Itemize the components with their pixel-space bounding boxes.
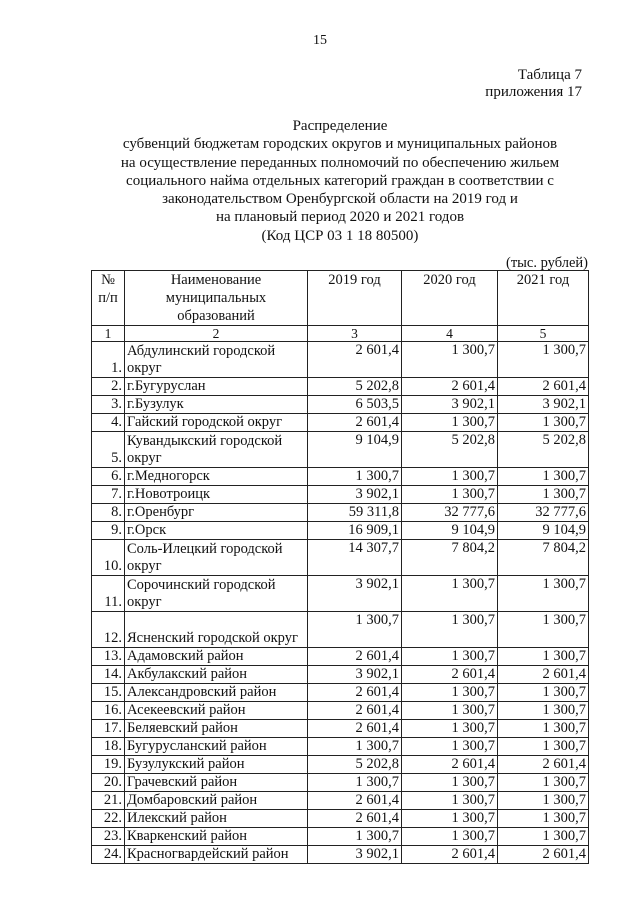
row-value-2019: 3 902,1: [308, 846, 402, 864]
row-number: 7.: [92, 486, 125, 504]
row-value-2021: 2 601,4: [498, 846, 589, 864]
table-row: [92, 342, 589, 378]
column-index: 1: [92, 326, 125, 342]
row-value-2021: 1 300,7: [498, 612, 589, 648]
document-title: [0, 117, 640, 245]
table-row: [92, 468, 589, 486]
row-value-2021: 7 804,2: [498, 540, 589, 576]
table-row: [92, 504, 589, 522]
header-name: Наименование муниципальных образований: [125, 271, 308, 326]
row-municipality-name: г.Бузулук: [125, 396, 308, 414]
row-number: 18.: [92, 738, 125, 756]
row-number: 10.: [92, 540, 125, 576]
row-municipality-name: Сорочинский городской округ: [125, 576, 308, 612]
row-number: 6.: [92, 468, 125, 486]
table-row: [92, 522, 589, 540]
table-row: [92, 702, 589, 720]
row-number: 14.: [92, 666, 125, 684]
appendix-reference-line: приложения 17: [485, 84, 582, 100]
row-municipality-name: Кваркенский район: [125, 828, 308, 846]
table-header-row: [92, 271, 589, 326]
row-value-2021: 2 601,4: [498, 666, 589, 684]
row-municipality-name: Ясненский городской округ: [125, 612, 308, 648]
row-number: 8.: [92, 504, 125, 522]
row-number: 24.: [92, 846, 125, 864]
row-number: 4.: [92, 414, 125, 432]
row-number: 20.: [92, 774, 125, 792]
row-value-2020: 1 300,7: [402, 576, 498, 612]
row-value-2021: 1 300,7: [498, 648, 589, 666]
row-number: 9.: [92, 522, 125, 540]
title-line: Распределение: [292, 118, 388, 134]
row-value-2021: 2 601,4: [498, 378, 589, 396]
row-value-2019: 2 601,4: [308, 684, 402, 702]
row-value-2020: 2 601,4: [402, 756, 498, 774]
column-index-row: [92, 326, 589, 342]
row-number: 2.: [92, 378, 125, 396]
table-reference: [485, 67, 582, 101]
title-line: (Код ЦСР 03 1 18 80500): [261, 227, 419, 244]
row-value-2021: 9 104,9: [498, 522, 589, 540]
row-value-2019: 3 902,1: [308, 486, 402, 504]
table-row: [92, 756, 589, 774]
row-value-2020: 1 300,7: [402, 684, 498, 702]
row-value-2019: 2 601,4: [308, 720, 402, 738]
row-number: 1.: [92, 342, 125, 378]
row-value-2021: 5 202,8: [498, 432, 589, 468]
row-municipality-name: Асекеевский район: [125, 702, 308, 720]
title-line: на осуществление переданных полномочий по обеспечению жильем: [120, 154, 560, 171]
row-municipality-name: Бузулукский район: [125, 756, 308, 774]
row-value-2020: 1 300,7: [402, 612, 498, 648]
row-number: 23.: [92, 828, 125, 846]
row-value-2020: 1 300,7: [402, 828, 498, 846]
title-line: законодательством Оренбургской области на 2019 год и: [162, 191, 518, 208]
column-index: 4: [402, 326, 498, 342]
table-row: [92, 540, 589, 576]
row-value-2019: 1 300,7: [308, 774, 402, 792]
row-municipality-name: Беляевский район: [125, 720, 308, 738]
row-value-2019: 1 300,7: [308, 738, 402, 756]
row-value-2019: 1 300,7: [308, 468, 402, 486]
row-value-2020: 32 777,6: [402, 504, 498, 522]
title-line: на плановый период 2020 и 2021 годов: [215, 209, 465, 226]
header-2019: 2019 год: [308, 271, 402, 326]
row-number: 5.: [92, 432, 125, 468]
row-municipality-name: Бугурусланский район: [125, 738, 308, 756]
column-index: 3: [308, 326, 402, 342]
table-row: [92, 666, 589, 684]
row-value-2019: 6 503,5: [308, 396, 402, 414]
row-value-2020: 1 300,7: [402, 792, 498, 810]
table-row: [92, 396, 589, 414]
row-number: 12.: [92, 612, 125, 648]
row-value-2020: 2 601,4: [402, 378, 498, 396]
row-municipality-name: Акбулакский район: [125, 666, 308, 684]
row-municipality-name: г.Медногорск: [125, 468, 308, 486]
row-value-2021: 1 300,7: [498, 774, 589, 792]
table-row: [92, 378, 589, 396]
row-value-2020: 1 300,7: [402, 810, 498, 828]
table-row: [92, 576, 589, 612]
table-row: [92, 648, 589, 666]
row-value-2020: 5 202,8: [402, 432, 498, 468]
row-value-2019: 2 601,4: [308, 792, 402, 810]
row-value-2021: 1 300,7: [498, 702, 589, 720]
units-note: (тыс. рублей): [506, 255, 588, 271]
row-municipality-name: Красногвардейский район: [125, 846, 308, 864]
row-number: 19.: [92, 756, 125, 774]
row-value-2019: 2 601,4: [308, 342, 402, 378]
row-value-2019: 1 300,7: [308, 828, 402, 846]
row-value-2020: 3 902,1: [402, 396, 498, 414]
row-number: 17.: [92, 720, 125, 738]
row-number: 21.: [92, 792, 125, 810]
table-row: [92, 810, 589, 828]
row-value-2020: 1 300,7: [402, 648, 498, 666]
row-value-2020: 1 300,7: [402, 702, 498, 720]
header-2020: 2020 год: [402, 271, 498, 326]
header-2021: 2021 год: [498, 271, 589, 326]
row-value-2019: 5 202,8: [308, 756, 402, 774]
row-value-2019: 59 311,8: [308, 504, 402, 522]
table-reference-line: Таблица 7: [517, 67, 582, 83]
table-row: [92, 684, 589, 702]
row-municipality-name: Адамовский район: [125, 648, 308, 666]
row-municipality-name: Гайский городской округ: [125, 414, 308, 432]
row-value-2021: 1 300,7: [498, 828, 589, 846]
row-number: 22.: [92, 810, 125, 828]
row-value-2021: 1 300,7: [498, 684, 589, 702]
row-value-2021: 1 300,7: [498, 486, 589, 504]
table-row: [92, 792, 589, 810]
row-value-2021: 3 902,1: [498, 396, 589, 414]
row-municipality-name: Грачевский район: [125, 774, 308, 792]
row-value-2021: 2 601,4: [498, 756, 589, 774]
row-municipality-name: г.Бугуруслан: [125, 378, 308, 396]
table-row: [92, 414, 589, 432]
row-value-2020: 1 300,7: [402, 468, 498, 486]
table-row: [92, 738, 589, 756]
row-municipality-name: Кувандыкский городской округ: [125, 432, 308, 468]
title-line: субвенций бюджетам городских округов и муниципальных районов: [122, 136, 558, 153]
row-value-2021: 1 300,7: [498, 342, 589, 378]
row-value-2021: 1 300,7: [498, 738, 589, 756]
row-value-2021: 1 300,7: [498, 720, 589, 738]
table-row: [92, 828, 589, 846]
row-municipality-name: Александровский район: [125, 684, 308, 702]
row-value-2021: 32 777,6: [498, 504, 589, 522]
table-row: [92, 774, 589, 792]
row-value-2021: 1 300,7: [498, 792, 589, 810]
row-municipality-name: г.Новотроицк: [125, 486, 308, 504]
row-value-2020: 1 300,7: [402, 342, 498, 378]
row-municipality-name: Илекский район: [125, 810, 308, 828]
row-number: 11.: [92, 576, 125, 612]
row-number: 13.: [92, 648, 125, 666]
row-value-2020: 7 804,2: [402, 540, 498, 576]
row-municipality-name: г.Оренбург: [125, 504, 308, 522]
row-value-2019: 2 601,4: [308, 810, 402, 828]
row-number: 15.: [92, 684, 125, 702]
table-row: [92, 846, 589, 864]
subvention-table: [91, 270, 589, 864]
row-value-2021: 1 300,7: [498, 576, 589, 612]
row-value-2020: 1 300,7: [402, 720, 498, 738]
header-num: № п/п: [92, 271, 125, 326]
row-value-2019: 2 601,4: [308, 648, 402, 666]
row-value-2021: 1 300,7: [498, 810, 589, 828]
page-number: 15: [313, 33, 327, 48]
title-line: социального найма отдельных категорий граждан в соответствии с: [126, 172, 554, 189]
row-value-2020: 2 601,4: [402, 846, 498, 864]
row-municipality-name: Соль-Илецкий городской округ: [125, 540, 308, 576]
row-municipality-name: г.Орск: [125, 522, 308, 540]
row-value-2019: 3 902,1: [308, 576, 402, 612]
column-index: 5: [498, 326, 589, 342]
row-value-2019: 16 909,1: [308, 522, 402, 540]
row-value-2020: 9 104,9: [402, 522, 498, 540]
row-municipality-name: Домбаровский район: [125, 792, 308, 810]
row-value-2021: 1 300,7: [498, 414, 589, 432]
row-value-2019: 5 202,8: [308, 378, 402, 396]
row-municipality-name: Абдулинский городской округ: [125, 342, 308, 378]
row-value-2019: 14 307,7: [308, 540, 402, 576]
table-row: [92, 486, 589, 504]
row-value-2020: 1 300,7: [402, 414, 498, 432]
row-value-2019: 2 601,4: [308, 702, 402, 720]
row-number: 3.: [92, 396, 125, 414]
table-row: [92, 612, 589, 648]
table-row: [92, 432, 589, 468]
row-value-2021: 1 300,7: [498, 468, 589, 486]
row-value-2020: 1 300,7: [402, 486, 498, 504]
row-value-2019: 1 300,7: [308, 612, 402, 648]
row-value-2020: 2 601,4: [402, 666, 498, 684]
row-value-2020: 1 300,7: [402, 738, 498, 756]
row-value-2019: 2 601,4: [308, 414, 402, 432]
row-value-2019: 9 104,9: [308, 432, 402, 468]
row-value-2019: 3 902,1: [308, 666, 402, 684]
column-index: 2: [125, 326, 308, 342]
row-number: 16.: [92, 702, 125, 720]
row-value-2020: 1 300,7: [402, 774, 498, 792]
table-row: [92, 720, 589, 738]
